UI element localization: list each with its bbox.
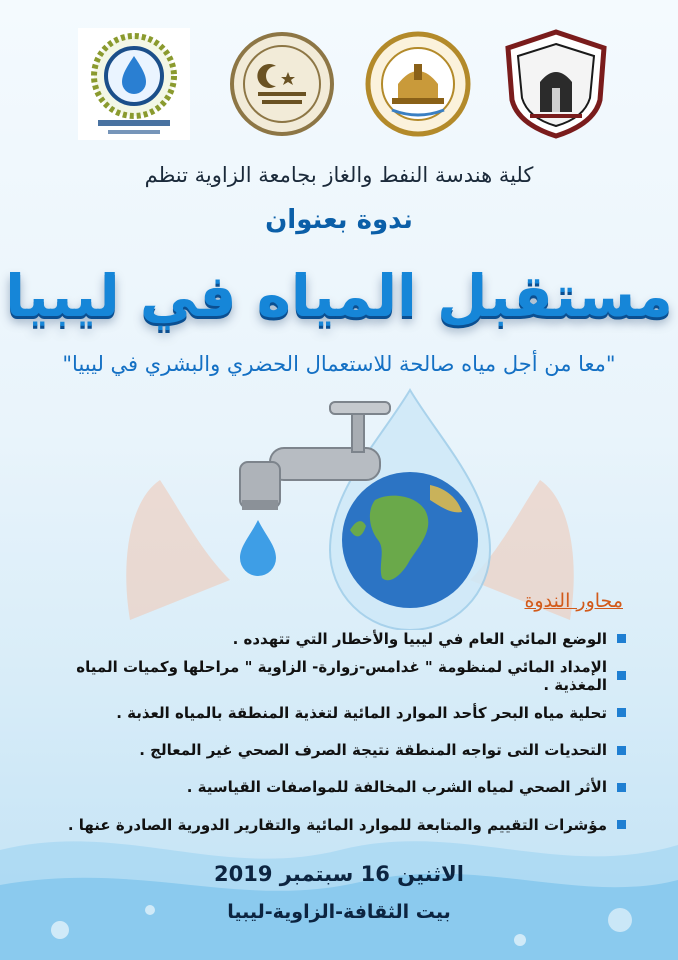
- list-item: مؤشرات التقييم والمتابعة للموارد المائية والتقارير الدورية الصادرة عنها .: [36, 806, 626, 843]
- seminar-title: مستقبل المياه في ليبيا: [5, 262, 673, 330]
- bullet-icon: [617, 708, 626, 717]
- list-item: الإمداد المائي لمنظومة " غدامس-زوارة- الزاوية " مراحلها وكميات المياه المغذية .: [36, 657, 626, 694]
- university-of-zawia-logo: [500, 28, 612, 140]
- bullet-icon: [617, 634, 626, 643]
- organizer-line: كلية هندسة النفط والغاز بجامعة الزاوية تنظم: [144, 163, 534, 187]
- list-item: تحلية مياه البحر كأحد الموارد المائية لتغذية المنطقة بالمياه العذبة .: [36, 694, 626, 731]
- zawia-municipality-logo: [362, 28, 474, 140]
- list-item: التحديات التى تواجه المنطقة نتيجة الصرف الصحي غير المعالج .: [36, 732, 626, 769]
- water-resources-authority-logo: [78, 28, 190, 140]
- event-location: بيت الثقافة-الزاوية-ليبيا: [227, 901, 451, 923]
- list-item: الوضع المائي العام في ليبيا والأخطار التي تتهدده .: [36, 620, 626, 657]
- bullet-icon: [617, 746, 626, 755]
- left-hand-icon: [126, 480, 230, 620]
- bullet-icon: [617, 820, 626, 829]
- event-date: الاثنين 16 سبتمبر 2019: [214, 862, 464, 886]
- logos-row: [0, 28, 678, 148]
- falling-drop-icon: [240, 520, 276, 576]
- bullet-icon: [617, 783, 626, 792]
- seminar-subtitle: "معا من أجل مياه صالحة للاستعمال الحضري والبشري في ليبيا": [62, 352, 616, 376]
- bullet-icon: [617, 671, 626, 680]
- seminar-intro: ندوة بعنوان: [265, 205, 413, 235]
- libya-state-seal-logo: [226, 28, 338, 140]
- seminar-axes-list: [36, 620, 626, 843]
- seminar-axes-heading: محاور الندوة: [524, 590, 623, 612]
- list-item: الأثر الصحي لمياه الشرب المخالفة للمواصفات القياسية .: [36, 769, 626, 806]
